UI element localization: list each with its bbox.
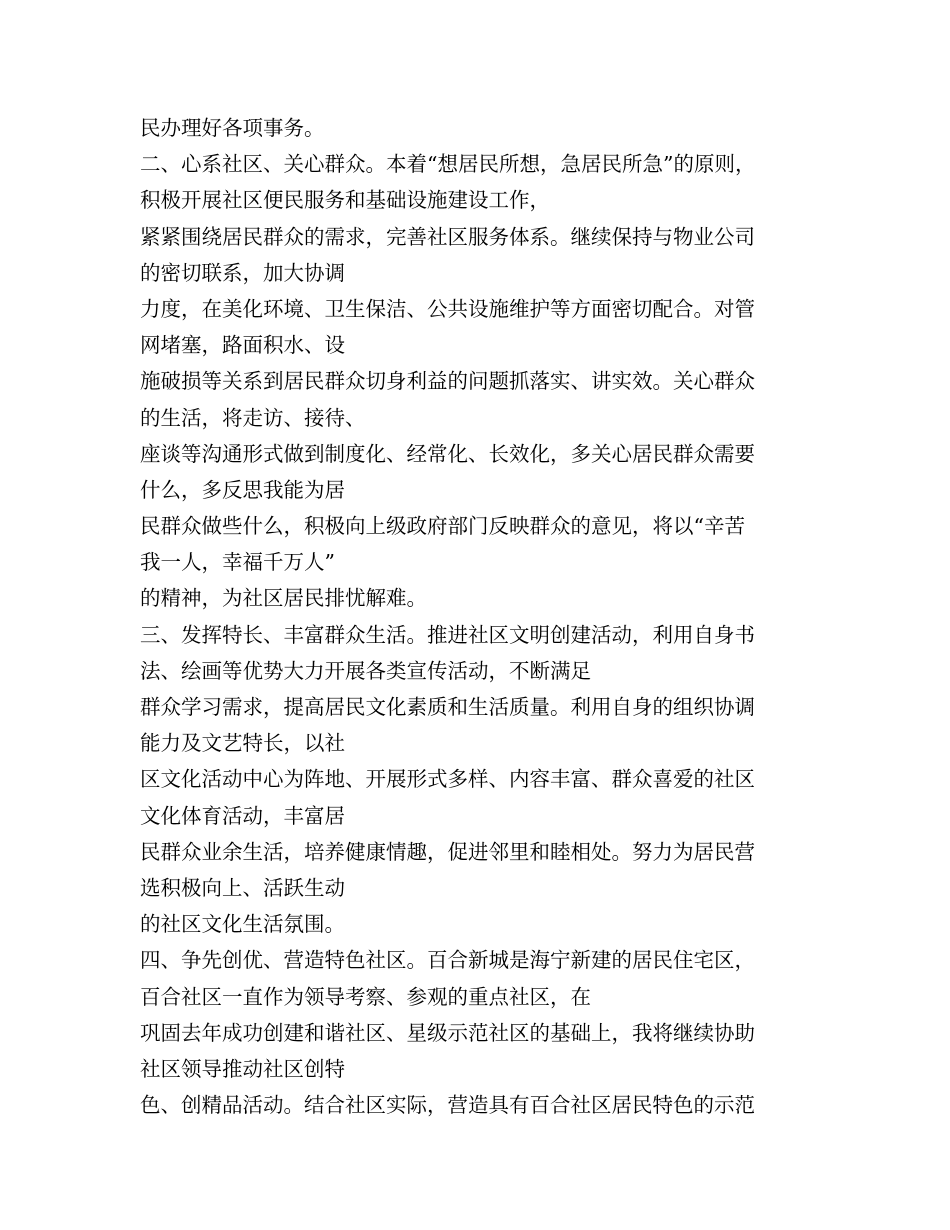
text-line: 什么，多反思我能为居 (140, 477, 345, 502)
text-line: 文化体育活动，丰富居 (140, 803, 345, 828)
text-line: 色、创精品活动。结合社区实际，营造具有百合社区居民特色的示范 (140, 1093, 755, 1118)
text-line: 的生活，将走访、接待、 (140, 405, 366, 430)
text-line: 法、绘画等优势大力开展各类宣传活动，不断满足 (140, 658, 591, 683)
text-line: 社区领导推动社区创特 (140, 1056, 345, 1081)
text-line: 施破损等关系到居民群众切身利益的问题抓落实、讲实效。关心群众 (140, 369, 755, 394)
text-line: 民办理好各项事务。 (140, 116, 325, 140)
text-line: 积极开展社区便民服务和基础设施建设工作， (140, 188, 550, 213)
text-line: 的社区文化生活氛围。 (140, 912, 345, 937)
text-line: 二、心系社区、关心群众。本着“想居民所想，急居民所急”的原则， (140, 152, 756, 177)
text-line: 紧紧围绕居民群众的需求，完善社区服务体系。继续保持与物业公司 (140, 224, 755, 249)
text-line: 的密切联系，加大协调 (140, 260, 345, 285)
text-line: 能力及文艺特长，以社 (140, 731, 345, 756)
text-line: 区文化活动中心为阵地、开展形式多样、内容丰富、群众喜爱的社区 (140, 767, 755, 792)
text-line: 民群众做些什么，积极向上级政府部门反映群众的意见，将以“辛苦 (140, 514, 745, 539)
text-line: 我一人，幸福千万人” (140, 550, 335, 575)
text-line: 的精神，为社区居民排忧解难。 (140, 586, 427, 611)
text-line: 选积极向上、活跃生动 (140, 875, 345, 900)
text-line: 三、发挥特长、丰富群众生活。推进社区文明创建活动，利用自身书 (140, 622, 755, 647)
text-line: 群众学习需求，提高居民文化素质和生活质量。利用自身的组织协调 (140, 695, 755, 719)
text-line: 百合社区一直作为领导考察、参观的重点社区，在 (140, 984, 591, 1009)
text-line: 四、争先创优、营造特色社区。百合新城是海宁新建的居民住宅区， (140, 948, 755, 973)
text-line: 力度，在美化环境、卫生保洁、公共设施维护等方面密切配合。对管 (140, 296, 755, 321)
text-line: 座谈等沟通形式做到制度化、经常化、长效化，多关心居民群众需要 (140, 441, 755, 466)
text-line: 网堵塞，路面积水、设 (140, 333, 345, 358)
text-line: 巩固去年成功创建和谐社区、星级示范社区的基础上，我将继续协助 (140, 1020, 755, 1045)
text-line: 民群众业余生活，培养健康情趣，促进邻里和睦相处。努力为居民营 (140, 839, 755, 864)
document-body (140, 110, 830, 1123)
